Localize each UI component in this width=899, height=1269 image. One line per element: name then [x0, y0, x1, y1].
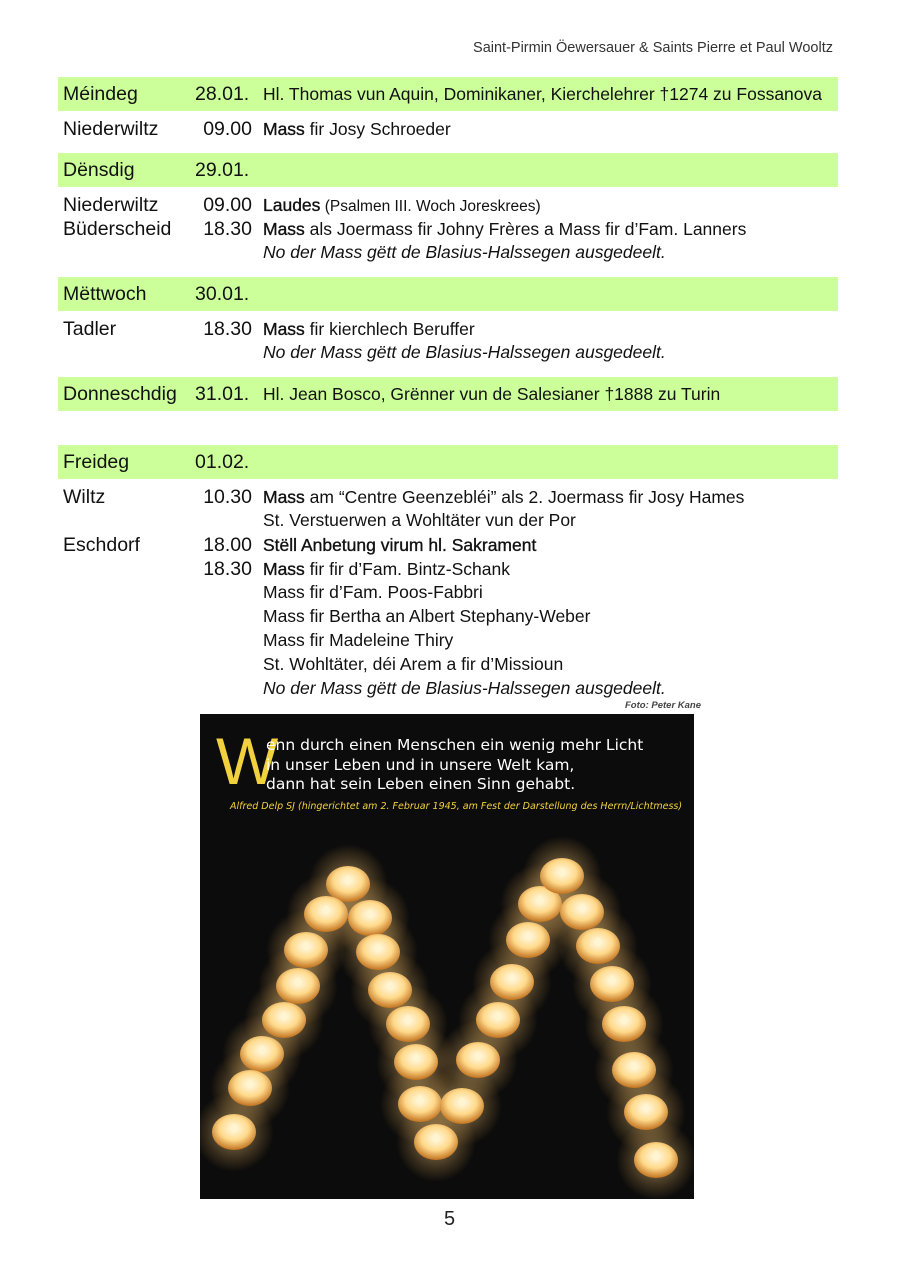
entry-text — [263, 606, 590, 627]
candle-flame — [610, 975, 614, 985]
candle-flame — [632, 1061, 636, 1071]
entry-service: Mass — [263, 119, 305, 139]
day-date: 01.02. — [195, 450, 250, 473]
day-date: 30.01. — [195, 282, 250, 305]
entry-intention: als Joermass fir Johny Frères a Mass fir d’Fam. Lanners — [304, 219, 747, 239]
schedule-row — [58, 118, 838, 142]
schedule-row — [58, 630, 838, 654]
entry-place: Niederwiltz — [63, 194, 159, 216]
candle-flame — [232, 1123, 236, 1133]
day-feast: Hl. Jean Bosco, Grënner vun de Salesianer †1888 zu Turin — [263, 383, 721, 404]
entry-place: Wiltz — [63, 486, 106, 508]
day-header — [58, 153, 838, 187]
schedule — [58, 74, 838, 710]
entry-text — [263, 195, 541, 216]
candle-flame — [596, 937, 600, 947]
day-name: Donneschdig — [63, 382, 177, 405]
entry-time: 18.30 — [203, 558, 252, 580]
day-name: Méindeg — [63, 82, 138, 105]
entry-intention: St. Wohltäter, déi Arem a fir d’Missioun — [263, 654, 564, 674]
photo-credit: Foto: Peter Kane — [625, 700, 702, 711]
candle-flame — [622, 1015, 626, 1025]
entry-time: 18.00 — [203, 534, 252, 556]
candle-flame — [418, 1095, 422, 1105]
day-header — [58, 377, 838, 411]
entry-note: No der Mass gëtt de Blasius-Halssegen ausgedeelt. — [263, 242, 666, 262]
schedule-row — [58, 654, 838, 678]
candle-flame — [406, 1015, 410, 1025]
candle-flame — [496, 1011, 500, 1021]
entry-service: Mass — [263, 487, 305, 507]
schedule-row — [58, 486, 838, 510]
page-number: 5 — [443, 1208, 456, 1230]
entry-text — [263, 535, 536, 556]
candle-flame — [460, 1097, 464, 1107]
candle-flame — [538, 895, 542, 905]
day-name: Dënsdig — [63, 158, 135, 181]
page-header: Saint-Pirmin Öewersauer & Saints Pierre et Paul Wooltz — [473, 40, 833, 56]
candle-flame — [260, 1045, 264, 1055]
entry-service: Stëll Anbetung virum hl. Sakrament — [263, 535, 537, 555]
quote-line: in unser Leben und in unsere Welt kam, — [266, 755, 575, 774]
schedule-row — [58, 242, 838, 266]
quote-line: dann hat sein Leben einen Sinn gehabt. — [266, 775, 576, 793]
candle-flame — [376, 943, 380, 953]
entry-time: 10.30 — [203, 486, 252, 508]
candle-flame — [644, 1103, 648, 1113]
candle-flame — [476, 1051, 480, 1061]
entry-time: 18.30 — [203, 218, 252, 240]
entry-intention: Mass fir Madeleine Thiry — [263, 630, 454, 650]
candle-flame — [296, 977, 300, 987]
candle-flame — [560, 867, 564, 877]
entry-intention: St. Verstuerwen a Wohltäter vun der Por — [263, 510, 576, 530]
entry-place: Niederwiltz — [63, 118, 159, 140]
entry-service: Mass — [263, 559, 305, 579]
candle-flame — [324, 905, 328, 915]
schedule-row — [58, 194, 838, 218]
schedule-row — [58, 510, 838, 534]
entry-service: Mass — [263, 319, 305, 339]
quote-initial: W — [216, 724, 279, 798]
entry-time: 18.30 — [203, 318, 252, 340]
day-name: Mëttwoch — [63, 282, 147, 305]
entry-text — [263, 582, 483, 603]
entry-time: 09.00 — [203, 194, 252, 216]
candle-flame — [248, 1079, 252, 1089]
day-entries — [58, 479, 838, 710]
entry-time: 09.00 — [203, 118, 252, 140]
candle-flame — [388, 981, 392, 991]
entry-place: Tadler — [63, 318, 117, 340]
entry-text — [263, 510, 576, 531]
candle-flame — [510, 973, 514, 983]
entry-note: No der Mass gëtt de Blasius-Halssegen ausgedeelt. — [263, 678, 666, 698]
entry-text — [263, 319, 475, 340]
day-date: 31.01. — [195, 382, 250, 405]
entry-service: Mass — [263, 219, 305, 239]
entry-text — [263, 487, 744, 508]
schedule-row — [58, 534, 838, 558]
entry-intention: fir Josy Schroeder — [304, 119, 451, 139]
day-name: Freideg — [63, 450, 130, 473]
entry-text — [263, 630, 453, 651]
candle-flame — [654, 1151, 658, 1161]
entry-text — [263, 219, 746, 240]
schedule-row — [58, 678, 838, 702]
entry-service: Laudes — [263, 195, 321, 215]
quote-attribution: Alfred Delp SJ (hingerichtet am 2. Februar 1945, am Fest der Darstellung des Herrn/Lichtmess) — [230, 801, 683, 812]
candle-flame — [304, 941, 308, 951]
day-entries — [58, 187, 838, 274]
quote-text — [266, 736, 643, 795]
day-header — [58, 277, 838, 311]
entry-intention: Mass fir Bertha an Albert Stephany-Weber — [263, 606, 591, 626]
entry-intention: am “Centre Geenzebléi” als 2. Joermass fir Josy Hames — [304, 487, 745, 507]
day-entries — [58, 311, 838, 374]
entry-intention: fir kierchlech Beruffer — [304, 319, 475, 339]
entry-place: Eschdorf — [63, 534, 140, 556]
schedule-row — [58, 342, 838, 366]
entry-text — [263, 559, 510, 580]
entry-intention: Mass fir d’Fam. Poos-Fabbri — [263, 582, 483, 602]
candle-flame — [346, 875, 350, 885]
quote-line: enn durch einen Menschen ein wenig mehr Licht — [266, 736, 644, 754]
entry-text — [263, 654, 563, 675]
schedule-row — [58, 606, 838, 630]
candle-flame — [368, 909, 372, 919]
schedule-row — [58, 558, 838, 582]
entry-remark: (Psalmen III. Woch Joreskrees) — [320, 198, 541, 215]
day-date: 28.01. — [195, 82, 250, 105]
candle-photo — [200, 714, 694, 1199]
day-feast: Hl. Thomas vun Aquin, Dominikaner, Kierchelehrer †1274 zu Fossanova — [263, 83, 823, 104]
entry-place: Büderscheid — [63, 218, 172, 240]
candle-flame — [282, 1011, 286, 1021]
entry-note: No der Mass gëtt de Blasius-Halssegen ausgedeelt. — [263, 342, 666, 362]
day-header — [58, 445, 838, 479]
schedule-row — [58, 582, 838, 606]
candle-flame — [580, 903, 584, 913]
candle-flame — [434, 1133, 438, 1143]
day-date: 29.01. — [195, 158, 250, 181]
candle-flame — [526, 931, 530, 941]
schedule-row — [58, 318, 838, 342]
entry-intention: fir fir d’Fam. Bintz-Schank — [304, 559, 511, 579]
entry-text — [263, 119, 451, 140]
schedule-row — [58, 218, 838, 242]
day-header — [58, 77, 838, 111]
candle-flame — [414, 1053, 418, 1063]
day-entries — [58, 111, 838, 150]
